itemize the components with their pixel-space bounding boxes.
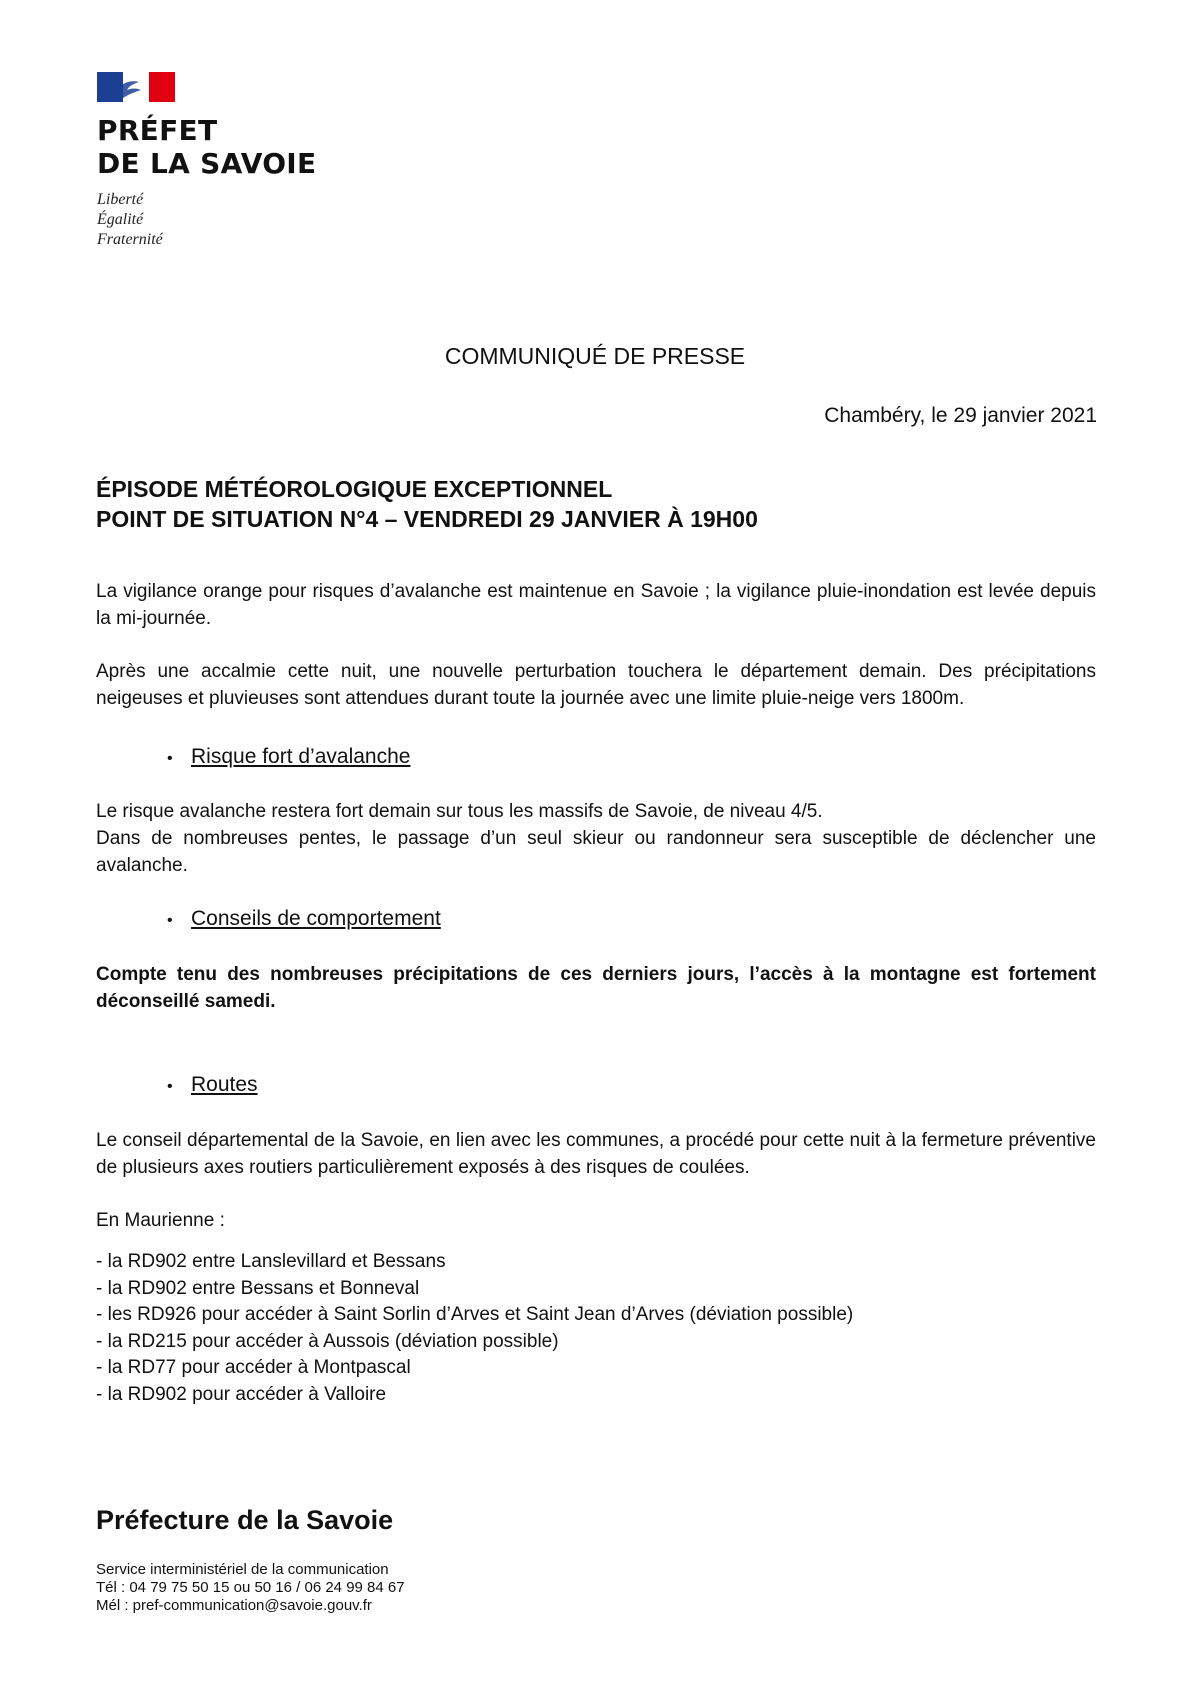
list-item: - la RD902 entre Bessans et Bonneval: [96, 1277, 420, 1299]
logo-title-line2: DE LA SAVOIE: [97, 147, 317, 180]
list-item: - la RD902 entre Lanslevillard et Bessans: [96, 1251, 446, 1272]
section-heading-routes: [167, 1073, 258, 1097]
contact-email: Mél : pref-communication@savoie.gouv.fr: [96, 1597, 372, 1614]
press-release-title: COMMUNIQUÉ DE PRESSE: [444, 343, 746, 369]
headline-line2: POINT DE SITUATION N°4 – VENDREDI 29 JANVIER À 19H00: [96, 506, 758, 532]
section-heading-label: Conseils de comportement: [191, 907, 441, 930]
avalanche-line-2: Dans de nombreuses pentes, le passage d’un seul skieur ou randonneur sera susceptible de déclencher une avalanche.: [96, 828, 1096, 876]
list-item: - la RD902 pour accéder à Valloire: [96, 1383, 387, 1405]
contact-block: [96, 1561, 405, 1615]
motto-fraternite: Fraternité: [97, 231, 163, 248]
headline-line1: ÉPISODE MÉTÉOROLOGIQUE EXCEPTIONNEL: [96, 476, 613, 502]
contact-service: Service interministériel de la communication: [96, 1561, 389, 1578]
bullet-icon: •: [167, 750, 173, 767]
section-heading-conseils: [167, 907, 441, 931]
french-flag-icon: [97, 72, 175, 102]
motto-liberte: Liberté: [97, 191, 144, 208]
motto-egalite: Égalité: [97, 211, 144, 228]
logo-title: [97, 114, 327, 180]
bullet-icon: •: [167, 912, 173, 929]
route-closure-list: [96, 1249, 853, 1409]
avalanche-line-1: Le risque avalanche restera fort demain sur tous les massifs de Savoie, de niveau 4/5.: [96, 801, 823, 822]
section-heading-label: Routes: [191, 1073, 258, 1096]
section-heading-label: Risque fort d’avalanche: [191, 745, 411, 768]
intro-paragraph-2: Après une accalmie cette nuit, une nouvelle perturbation touchera le département demain. Des précipitations neigeuses et pluvieuses sont attendues durant toute la journée avec une limite pluie-neige vers 1800m.: [96, 661, 1096, 709]
list-item: - la RD77 pour accéder à Montpascal: [96, 1357, 411, 1379]
routes-text: Le conseil départemental de la Savoie, en lien avec les communes, a procédé pour cette nuit à la fermeture préventive de plusieurs axes routiers particulièrement exposés à des risques de coulées.: [96, 1130, 1096, 1178]
prefecture-logo: [97, 72, 327, 250]
section-heading-avalanche: [167, 745, 410, 769]
list-item: - les RD926 pour accéder à Saint Sorlin d’Arves et Saint Jean d’Arves (déviation possible): [96, 1304, 854, 1326]
contact-phone: Tél : 04 79 75 50 15 ou 50 16 / 06 24 99 84 67: [96, 1579, 405, 1596]
republic-motto: [97, 190, 327, 250]
marianne-icon: [113, 76, 153, 100]
logo-title-line1: PRÉFET: [97, 114, 218, 147]
footer-title: Préfecture de la Savoie: [96, 1505, 394, 1535]
bullet-icon: •: [167, 1078, 173, 1095]
list-item: - la RD215 pour accéder à Aussois (déviation possible): [96, 1330, 559, 1352]
headline: [96, 474, 758, 534]
date-line: Chambéry, le 29 janvier 2021: [824, 404, 1097, 427]
conseils-text: Compte tenu des nombreuses précipitations de ces derniers jours, l’accès à la montagne est fortement déconseillé samedi.: [96, 964, 1096, 1012]
routes-region: En Maurienne :: [96, 1210, 225, 1231]
intro-paragraph-1: La vigilance orange pour risques d’avalanche est maintenue en Savoie ; la vigilance pluie-inondation est levée depuis la mi-journée.: [96, 581, 1096, 629]
